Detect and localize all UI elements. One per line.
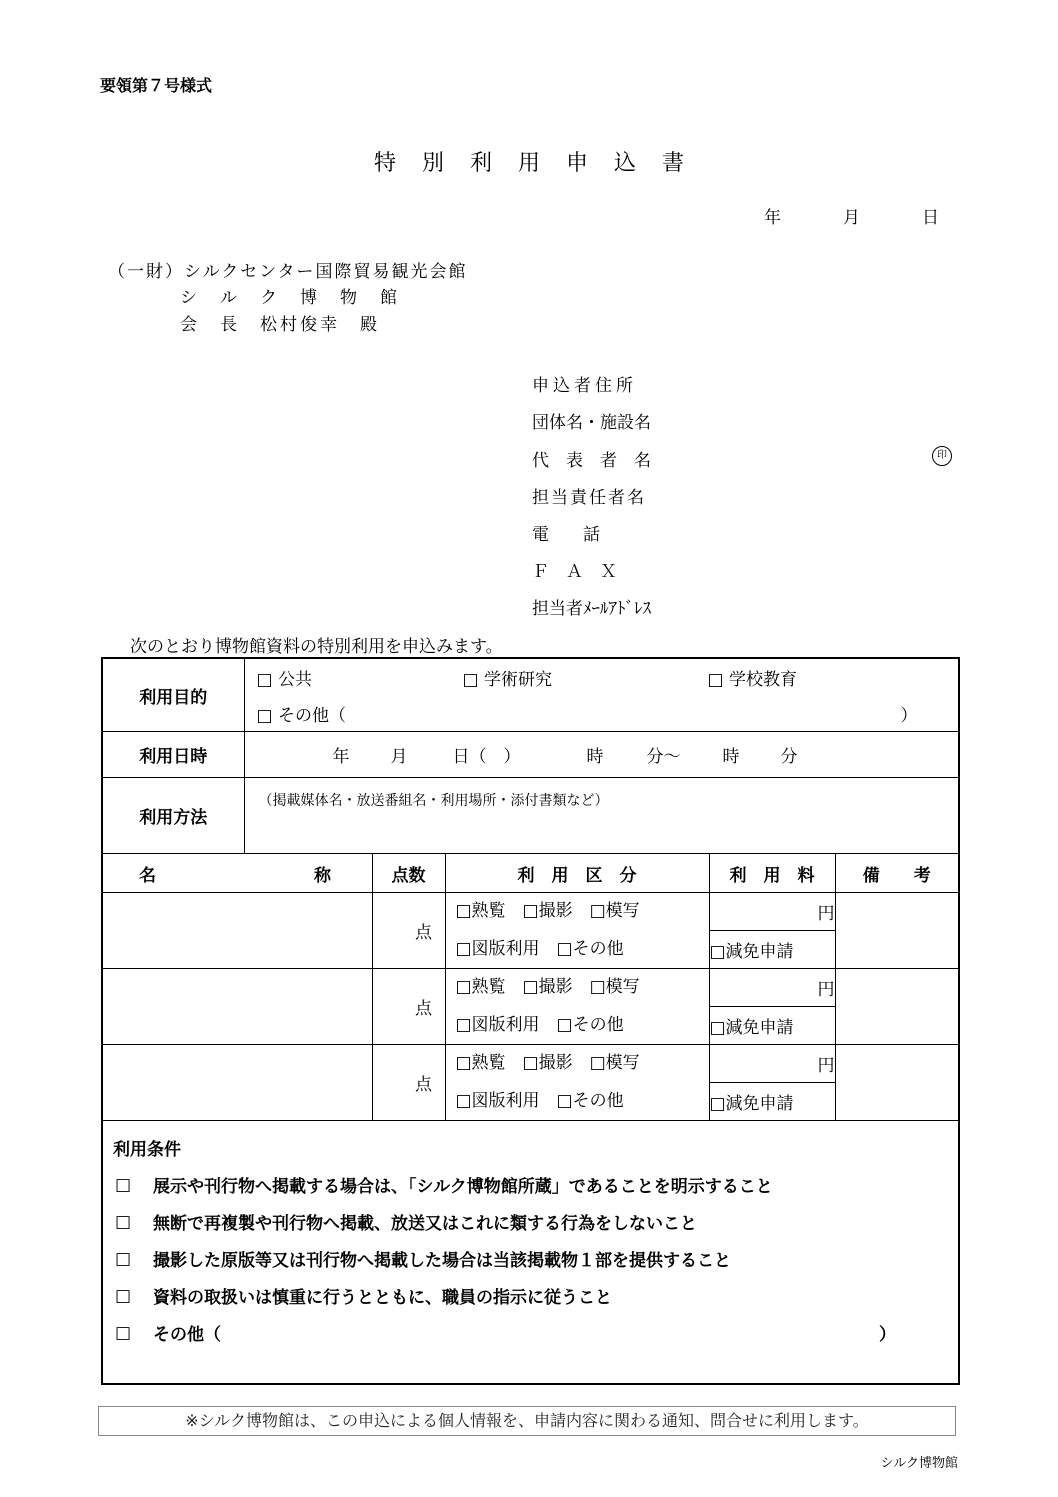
condition-item[interactable]: □ 資料の取扱いは慎重に行うとともに、職員の指示に従うこと [115, 1285, 612, 1308]
condition-checkbox[interactable]: □ [115, 1285, 132, 1306]
method-field[interactable] [244, 778, 959, 854]
header-notes: 備 考 [835, 854, 959, 893]
intro-text: 次のとおり博物館資料の特別利用を申込みます。 [130, 637, 503, 657]
purpose-options [244, 658, 959, 732]
usage-line-2[interactable]: □図版利用 □その他 [455, 1090, 624, 1111]
applicant-phone-label: 電 話 [532, 525, 600, 545]
conditions-row [102, 1121, 959, 1385]
addressee-person: 会 長 松村俊幸 殿 [180, 315, 380, 335]
table-row [102, 893, 959, 931]
applicant-manager-label: 担当責任者名 [532, 488, 646, 508]
reduction-checkbox[interactable]: □減免申請 [709, 1083, 835, 1121]
applicant-rep-label: 代 表 者 名 [532, 451, 651, 471]
usage-line-1[interactable]: □熟覧 □撮影 □模写 [455, 1053, 640, 1074]
usage-line-1[interactable]: □熟覧 □撮影 □模写 [455, 977, 640, 998]
applicant-email-label: 担当者ﾒｰﾙｱﾄﾞﾚｽ [532, 599, 651, 619]
applicant-address-label: 申込者住所 [532, 376, 637, 396]
addressee-org: （一財）シルクセンター国際貿易観光会館 [108, 262, 468, 282]
fee-cell[interactable]: 円 [709, 1045, 835, 1083]
condition-checkbox[interactable]: □ [115, 1174, 132, 1195]
date-day: 日 [922, 208, 939, 228]
fee-cell[interactable]: 円 [709, 893, 835, 931]
condition-checkbox[interactable]: □ [115, 1248, 132, 1269]
header-fee: 利 用 料 [709, 854, 835, 893]
purpose-research-checkbox[interactable]: □ 学術研究 [462, 669, 552, 690]
item-name-cell[interactable] [102, 969, 372, 1045]
applicant-fax-label: Ｆ Ａ Ｘ [532, 562, 617, 582]
purpose-other-close: ） [900, 705, 918, 726]
notes-cell[interactable] [835, 1045, 959, 1121]
purpose-other-checkbox[interactable]: □ その他（ [256, 705, 346, 726]
method-row [102, 778, 959, 854]
reduction-checkbox[interactable]: □減免申請 [709, 931, 835, 969]
table-row [102, 969, 959, 1007]
page-title: 特別利用申込書 [373, 151, 710, 176]
datetime-row [102, 732, 959, 778]
seal-mark: 印 [932, 446, 952, 466]
usage-line-2[interactable]: □図版利用 □その他 [455, 938, 624, 959]
purpose-row [102, 658, 959, 732]
condition-item[interactable]: □ 撮影した原版等又は刊行物へ掲載した場合は当該掲載物１部を提供すること [115, 1248, 731, 1271]
addressee-museum: シ ル ク 博 物 館 [180, 288, 400, 308]
table-row [102, 1045, 959, 1083]
datetime-label: 利用日時 [102, 732, 244, 778]
applicant-org-label: 団体名・施設名 [532, 413, 651, 433]
method-label: 利用方法 [102, 778, 244, 854]
date-month: 月 [843, 208, 860, 228]
conditions-title: 利用条件 [113, 1140, 181, 1160]
item-count-cell[interactable]: 点 [372, 1045, 445, 1121]
notes-cell[interactable] [835, 969, 959, 1045]
method-hint: （掲載媒体名・放送番組名・利用場所・添付書類など） [258, 793, 609, 809]
purpose-label: 利用目的 [102, 658, 244, 732]
item-name-cell[interactable] [102, 1045, 372, 1121]
condition-item[interactable]: □ 無断で再複製や刊行物へ掲載、放送又はこれに類する行為をしないこと [115, 1211, 697, 1234]
usage-line-1[interactable]: □熟覧 □撮影 □模写 [455, 901, 640, 922]
form-number: 要領第７号様式 [100, 76, 213, 95]
datetime-field[interactable]: 年 月 日（ ） 時 分～ 時 分 [244, 732, 959, 778]
usage-line-2[interactable]: □図版利用 □その他 [455, 1014, 624, 1035]
item-name-cell[interactable] [102, 893, 372, 969]
privacy-notice: ※シルク博物館は、この申込による個人情報を、申請内容に関わる通知、問合せに利用します。 [98, 1406, 956, 1436]
condition-item-other[interactable]: □ その他（ ） [115, 1322, 896, 1345]
notes-cell[interactable] [835, 893, 959, 969]
condition-checkbox[interactable]: □ [115, 1211, 132, 1232]
purpose-education-checkbox[interactable]: □ 学校教育 [707, 669, 797, 690]
items-header: 名 称 点数 利 用 区 分 利 用 料 備 考 [102, 854, 959, 893]
item-count-cell[interactable]: 点 [372, 893, 445, 969]
item-count-cell[interactable]: 点 [372, 969, 445, 1045]
application-table [101, 657, 960, 1385]
fee-cell[interactable]: 円 [709, 969, 835, 1007]
reduction-checkbox[interactable]: □減免申請 [709, 1007, 835, 1045]
date-year: 年 [764, 208, 781, 228]
footer-org: シルク博物館 [880, 1456, 958, 1471]
condition-checkbox[interactable]: □ [115, 1322, 132, 1343]
header-count: 点数 [372, 854, 445, 893]
condition-item[interactable]: □ 展示や刊行物へ掲載する場合は、「シルク博物館所蔵」であることを明示すること [115, 1174, 773, 1197]
header-usage: 利 用 区 分 [445, 854, 709, 893]
purpose-public-checkbox[interactable]: □ 公共 [256, 669, 312, 690]
